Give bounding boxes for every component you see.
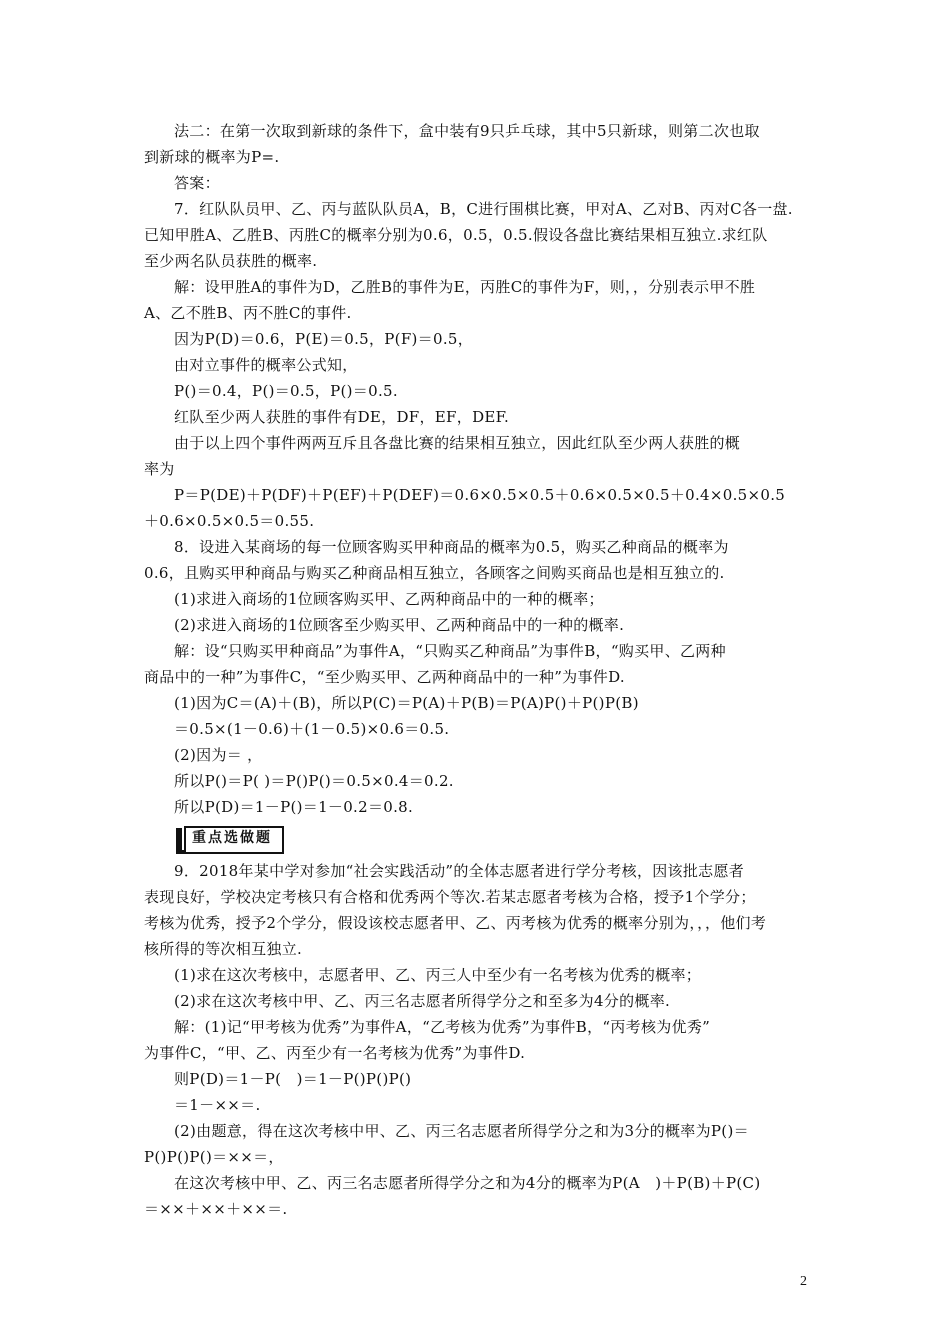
text-line: 到新球的概率为P=. xyxy=(144,148,280,166)
text-line: (1)因为C＝(A)＋(B)，所以P(C)＝P(A)＋P(B)＝P(A)P()＋P()P(B) xyxy=(174,694,639,712)
section-badge xyxy=(176,826,284,854)
text-line: 所以P(D)＝1－P()＝1－0.2＝0.8. xyxy=(174,798,414,816)
text-line: 法二：在第一次取到新球的条件下，盒中装有9只乒乓球，其中5只新球，则第二次也取 xyxy=(174,122,760,140)
text-line: 7．红队队员甲、乙、丙与蓝队队员A，B，C进行围棋比赛，甲对A、乙对B、丙对C各一盘. xyxy=(174,200,793,218)
text-line: (2)由题意，得在这次考核中甲、乙、丙三名志愿者所得学分之和为3分的概率为P()＝ xyxy=(174,1122,749,1140)
text-line: 在这次考核中甲、乙、丙三名志愿者所得学分之和为4分的概率为P(A )＋P(B)＋P(C) xyxy=(174,1174,761,1192)
section-header xyxy=(144,820,808,858)
text-line: 解：设“只购买甲种商品”为事件A，“只购买乙种商品”为事件B，“购买甲、乙两种 xyxy=(174,642,726,660)
text-line: 已知甲胜A、乙胜B、丙胜C的概率分别为0.6，0.5，0.5.假设各盘比赛结果相互独立.求红队 xyxy=(144,226,768,244)
text-line: 则P(D)＝1－P( )＝1－P()P()P() xyxy=(174,1070,412,1088)
text-line: 由于以上四个事件两两互斥且各盘比赛的结果相互独立，因此红队至少两人获胜的概 xyxy=(174,434,741,452)
text-line: (2)求进入商场的1位顾客至少购买甲、乙两种商品中的一种的概率. xyxy=(174,616,625,634)
text-line: 考核为优秀，授予2个学分，假设该校志愿者甲、乙、丙考核为优秀的概率分别为，，，他们考 xyxy=(144,914,767,932)
text-line: (1)求进入商场的1位顾客购买甲、乙两种商品中的一种的概率； xyxy=(174,590,604,608)
text-line: 表现良好，学校决定考核只有合格和优秀两个等次.若某志愿者考核为合格，授予1个学分； xyxy=(144,888,756,906)
text-line: (2)求在这次考核中甲、乙、丙三名志愿者所得学分之和至多为4分的概率. xyxy=(174,992,671,1010)
text-line: 解：(1)记“甲考核为优秀”为事件A，“乙考核为优秀”为事件B，“丙考核为优秀” xyxy=(174,1018,711,1036)
text-line: 核所得的等次相互独立. xyxy=(144,940,303,958)
text-line: P＝P(DE)＋P(DF)＋P(EF)＋P(DEF)＝0.6×0.5×0.5＋0.6×0.5×0.5＋0.4×0.5×0.5 xyxy=(174,486,786,504)
text-line: 率为 xyxy=(144,460,175,478)
text-line: P()P()P()＝××＝， xyxy=(144,1148,284,1166)
text-line: 8．设进入某商场的每一位顾客购买甲种商品的概率为0.5，购买乙种商品的概率为 xyxy=(174,538,729,556)
text-line: P()＝0.4，P()＝0.5，P()＝0.5. xyxy=(174,382,398,400)
text-line: 解：设甲胜A的事件为D，乙胜B的事件为E，丙胜C的事件为F，则，，分别表示甲不胜 xyxy=(174,278,756,296)
text-line: ＝××＋××＋××＝. xyxy=(144,1200,288,1218)
text-line: (2)因为＝ ， xyxy=(174,746,263,764)
text-line: 至少两名队员获胜的概率. xyxy=(144,252,318,270)
page-number: 2 xyxy=(800,1274,807,1289)
text-line: A、乙不胜B、丙不胜C的事件. xyxy=(144,304,352,322)
text-line: 因为P(D)＝0.6，P(E)＝0.5，P(F)＝0.5， xyxy=(174,330,474,348)
text-line: 所以P()＝P( )＝P()P()＝0.5×0.4＝0.2. xyxy=(174,772,454,790)
text-line: ＝1－××＝. xyxy=(174,1096,261,1114)
document-body xyxy=(144,118,808,1222)
text-line: 红队至少两人获胜的事件有DE，DF，EF，DEF. xyxy=(174,408,510,426)
text-line: ＝0.5×(1－0.6)＋(1－0.5)×0.6＝0.5. xyxy=(174,720,450,738)
text-line: 为事件C，“甲、乙、丙至少有一名考核为优秀”为事件D. xyxy=(144,1044,526,1062)
text-line: 商品中的一种”为事件C，“至少购买甲、乙两种商品中的一种”为事件D. xyxy=(144,668,625,686)
text-line: (1)求在这次考核中，志愿者甲、乙、丙三人中至少有一名考核为优秀的概率； xyxy=(174,966,702,984)
text-line: ＋0.6×0.5×0.5＝0.55. xyxy=(144,512,315,530)
badge-label: 重点选做题 xyxy=(192,830,272,846)
text-line: 由对立事件的概率公式知， xyxy=(174,356,358,374)
text-line: 0.6，且购买甲种商品与购买乙种商品相互独立，各顾客之间购买商品也是相互独立的. xyxy=(144,564,725,582)
text-line: 答案： xyxy=(174,174,220,192)
text-line: 9．2018年某中学对参加“社会实践活动”的全体志愿者进行学分考核，因该批志愿者 xyxy=(174,862,745,880)
